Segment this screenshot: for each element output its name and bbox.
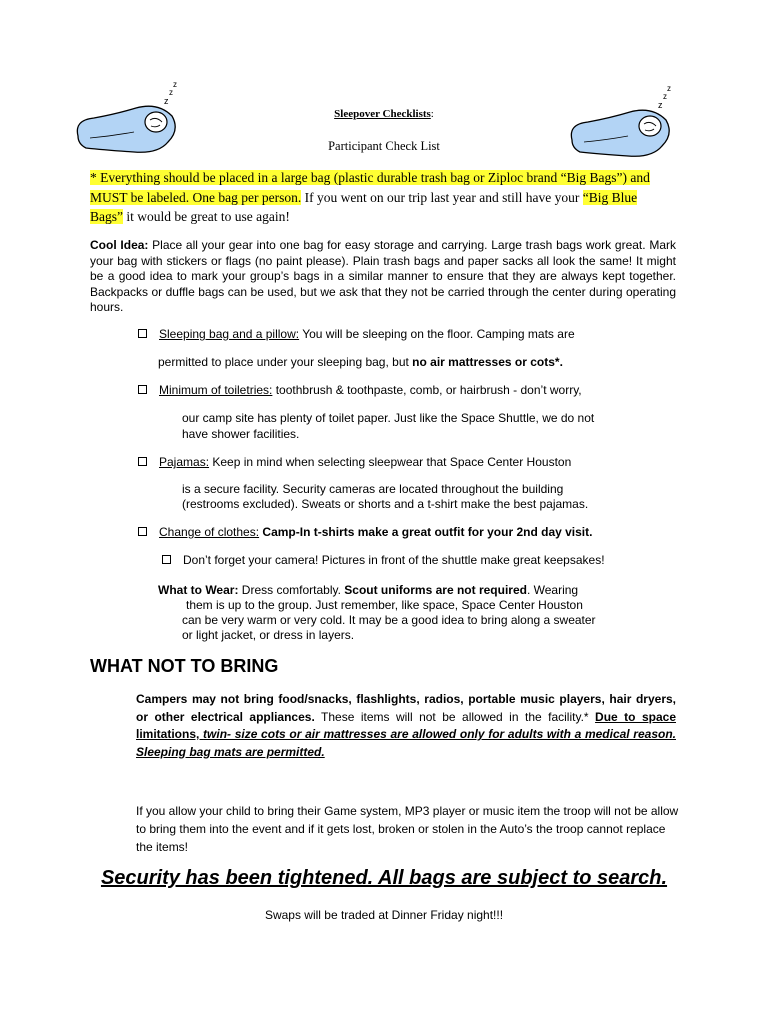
cool-idea-text: Place all your gear into one bag for easy storage and carrying. Large trash bags work great. Mark your bag with stickers or flags (no paint please). Plain trash bags and paper sacks all look the same! It might be a good idea to mark your group’s bags in a similar manner to ensure that they are always kept together. Backpacks or duffle bags can be used, but we ask that they not be carried through the center during operating hours.	[90, 238, 676, 314]
checklist-item-text: Keep in mind when selecting sleepwear that Space Center Houston	[209, 455, 572, 469]
checkbox-icon[interactable]	[138, 527, 147, 536]
checkbox-icon[interactable]	[162, 555, 171, 564]
what-not-to-bring-paragraph	[136, 691, 676, 761]
highlight-note-end: it would be great to use again!	[123, 209, 290, 224]
cool-idea-paragraph	[90, 238, 676, 316]
svg-text:z: z	[173, 80, 177, 89]
checklist-item-text: You will be sleeping on the floor. Camping mats are	[299, 327, 575, 341]
camera-note-text: Don’t forget your camera! Pictures in front of the shuttle make great keepsakes!	[183, 553, 605, 567]
page-title-wrap	[0, 108, 768, 120]
security-banner: Security has been tightened. All bags are subject to search.	[100, 867, 668, 889]
highlight-note-line2: MUST be labeled. One bag per person.	[90, 189, 302, 205]
swaps-note: Swaps will be traded at Dinner Friday night!!!	[264, 908, 504, 922]
highlight-note-plain: If you went on our trip last year and still have your	[301, 189, 583, 205]
page-title: Sleepover Checklists	[334, 108, 431, 120]
what-to-wear	[158, 583, 578, 599]
checklist-item-sleeping-bag	[138, 327, 575, 343]
highlight-note-line1: * Everything should be placed in a large bag (plastic durable trash bag or Ziploc brand “Big Bags”) and	[90, 170, 650, 185]
game-note: If you allow your child to bring their Game system, MP3 player or music item the troop will not be allow to bring them into the event and if it gets lost, broken or stolen in the Auto’s the troop cannot replace the items!	[136, 804, 679, 854]
checklist-item-cont-bold: no air mattresses or cots*.	[412, 355, 563, 369]
svg-text:z: z	[658, 100, 663, 110]
highlight-note-bags: Bags”	[90, 209, 123, 224]
what-to-wear-line4: or light jacket, or dress in layers.	[182, 628, 355, 642]
page-title-colon: :	[430, 108, 434, 120]
what-to-wear-line2: them is up to the group. Just remember, like space, Space Center Houston	[186, 598, 583, 612]
checklist-item-cont-text: permitted to place under your sleeping bag, but	[158, 355, 413, 369]
cool-idea-label: Cool Idea:	[90, 238, 149, 252]
what-to-wear-line3: can be very warm or very cold. It may be a good idea to bring along a sweater	[182, 613, 596, 627]
what-to-wear-bold: Scout uniforms are not required	[344, 583, 527, 597]
svg-text:z: z	[169, 88, 173, 97]
checklist-item-cont: (restrooms excluded). Sweats or shorts and a t-shirt make the best pajamas.	[182, 497, 589, 511]
checklist-item-title: Minimum of toiletries:	[159, 383, 273, 397]
checklist-item-title: Pajamas:	[159, 455, 210, 469]
checkbox-icon[interactable]	[138, 457, 147, 466]
checklist-item-cont: have shower facilities.	[182, 427, 300, 441]
checklist-item-cont: is a secure facility. Security cameras are located throughout the building	[182, 482, 564, 496]
checklist-item-toiletries	[138, 383, 582, 399]
checklist-item-pajamas	[138, 455, 571, 471]
checklist-item-title: Sleeping bag and a pillow:	[159, 327, 300, 341]
highlight-note	[90, 168, 690, 227]
what-not-to-bring-heading: WHAT NOT TO BRING	[90, 656, 279, 676]
sleeping-person-icon-right	[566, 80, 678, 172]
checkbox-icon[interactable]	[138, 329, 147, 338]
checkbox-icon[interactable]	[138, 385, 147, 394]
checklist-item-cont	[158, 355, 563, 371]
svg-text:z: z	[667, 84, 671, 93]
highlight-note-big-blue: “Big Blue	[582, 189, 638, 205]
what-to-wear-text1: Dress comfortably.	[238, 583, 345, 597]
checklist-item-clothes	[138, 525, 592, 541]
page-subtitle: Participant Check List	[328, 139, 440, 153]
not-to-bring-text: These items will not be allowed in the facility.*	[314, 709, 596, 724]
svg-text:z: z	[663, 92, 667, 101]
not-to-bring-bu1: Due to space limitations,	[136, 709, 676, 741]
svg-text:z: z	[164, 96, 169, 106]
camera-note	[162, 553, 605, 569]
what-to-wear-label: What to Wear:	[158, 583, 239, 597]
not-to-bring-bu2: Sleeping bag mats are permitted.	[136, 744, 325, 759]
checklist-item-cont: our camp site has plenty of toilet paper. Just like the Space Shuttle, we do not	[182, 411, 595, 425]
sleeping-person-icon-left	[72, 78, 182, 168]
what-to-wear-text2: . Wearing	[526, 583, 579, 597]
checklist-item-title: Change of clothes:	[159, 525, 260, 539]
checklist-item-text: Camp-In t-shirts make a great outfit for your 2nd day visit.	[259, 525, 593, 539]
not-to-bring-bold: Campers may not bring food/snacks, flashlights, radios, portable music players, hair dryers, or other electrical appliances.	[136, 692, 676, 724]
checklist-item-text: toothbrush & toothpaste, comb, or hairbrush - don’t worry,	[272, 383, 582, 397]
not-to-bring-bui: twin- size cots or air mattresses are allowed only for adults with a medical reason.	[203, 727, 676, 741]
